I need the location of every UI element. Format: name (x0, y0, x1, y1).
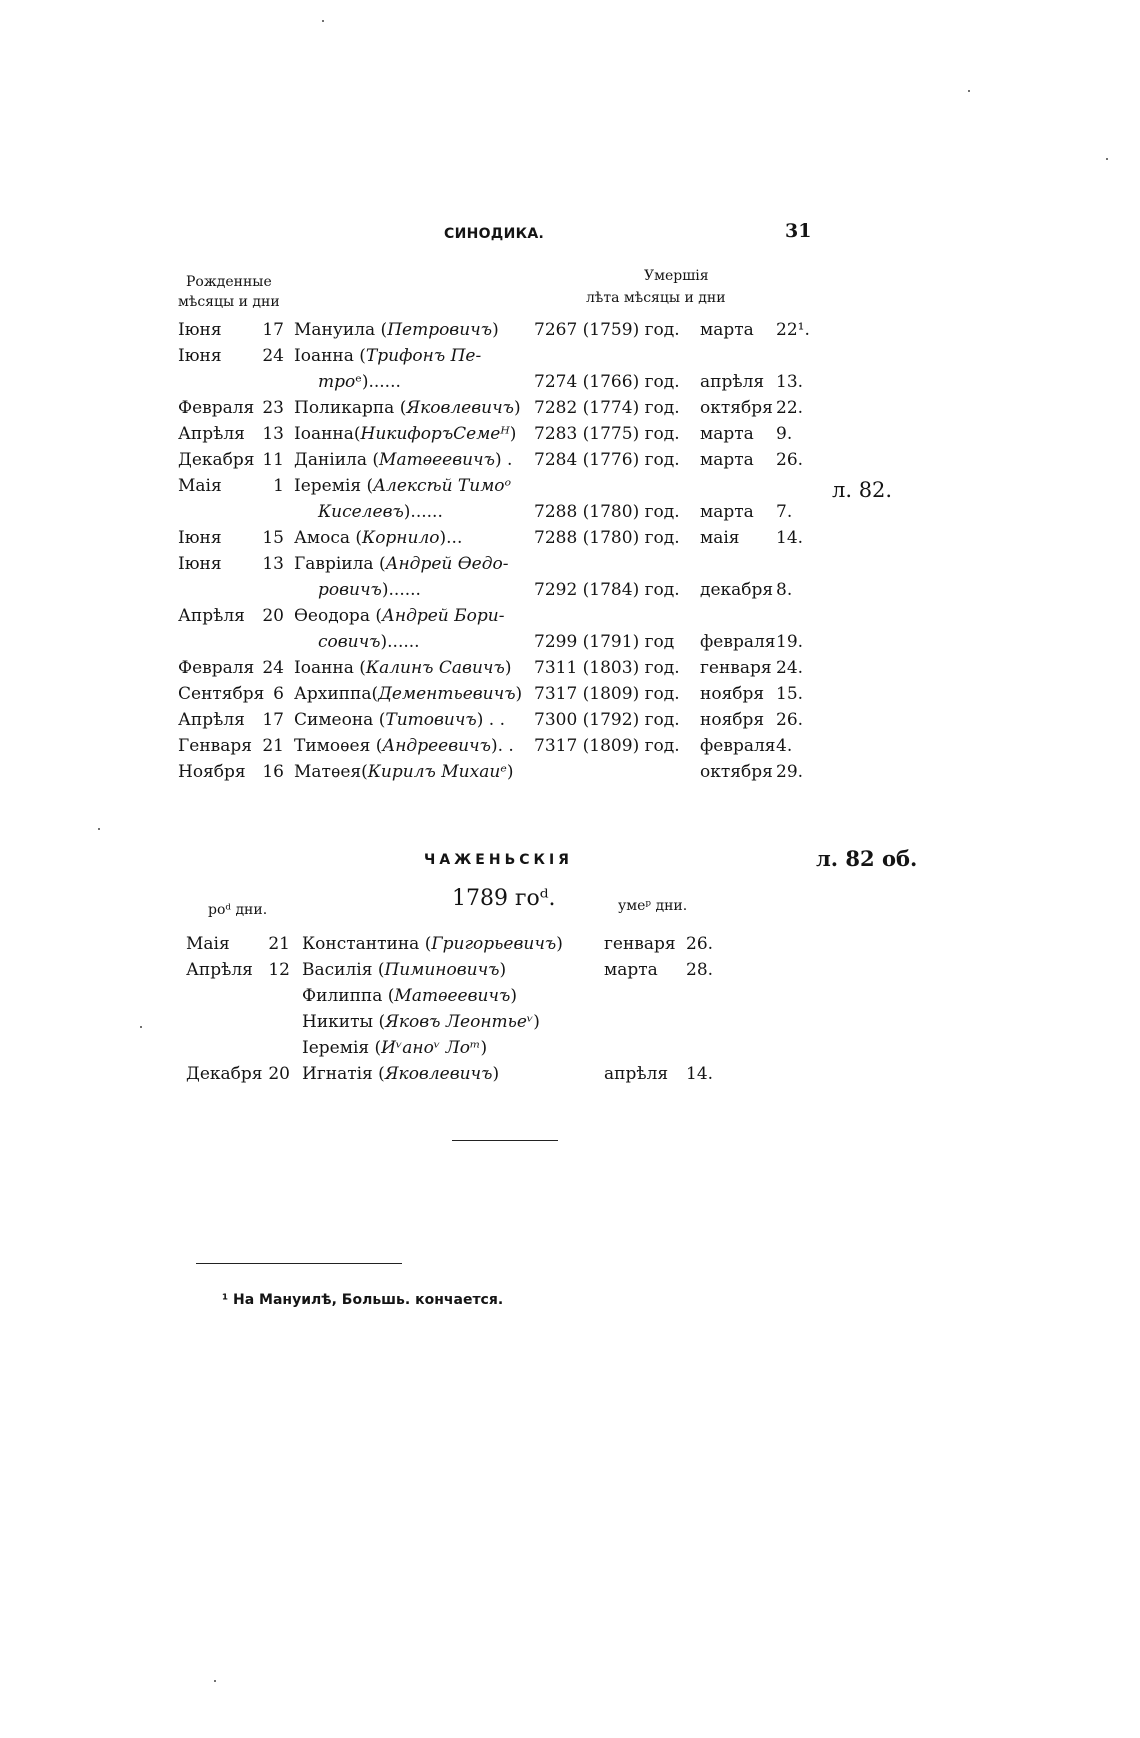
birth-day: 23 (262, 398, 284, 418)
birth-month: Декабря (178, 450, 255, 470)
death-month: февраля (700, 632, 776, 652)
name: Амоса ( (294, 528, 363, 548)
table-row (0, 448, 1140, 472)
death-year: 7284 (1776) год. (534, 450, 680, 470)
birth-day: 20 (262, 606, 284, 626)
death-month: октября (700, 398, 773, 418)
col-born-header: Рожденные (186, 274, 272, 290)
name: Ѳеодора ( (294, 606, 382, 626)
death-day: 28. (686, 960, 714, 980)
death-month: марта (700, 320, 754, 340)
birth-month: Іюня (178, 554, 222, 574)
death-month: ноября (700, 684, 765, 704)
patronymic: Матѳеевичъ (379, 450, 495, 470)
death-year: 7317 (1809) год. (534, 684, 680, 704)
patronymic: Пиминовичъ (384, 960, 500, 980)
name: Филиппа ( (302, 986, 395, 1006)
section-heading: ЧАЖЕНЬСКІЯ (424, 852, 573, 868)
footnote (222, 1292, 503, 1308)
birth-month: Ноября (178, 762, 246, 782)
patronymic: Андрей Ѳедо- (385, 554, 509, 574)
death-month: марта (700, 424, 754, 444)
death-day: 22. (776, 398, 804, 418)
patronymic: Дементьевичъ (378, 684, 516, 704)
death-month: ноября (700, 710, 765, 730)
patronymic: Андрей Бори- (382, 606, 505, 626)
birth-day: 12 (268, 960, 290, 980)
birth-month: Маія (178, 476, 222, 496)
name: Игнатія ( (302, 1064, 385, 1084)
patronymic: Матѳеевичъ (394, 986, 511, 1006)
name-cell (302, 1062, 499, 1086)
death-day: 26. (776, 450, 804, 470)
birth-month: Генваря (178, 736, 252, 756)
death-month: маія (700, 528, 740, 548)
birth-month: Февраля (178, 658, 255, 678)
table-row (0, 422, 1140, 446)
death-day: 26. (776, 710, 804, 730)
list-item (0, 1062, 1140, 1086)
footnote-marker: ¹ (222, 1292, 229, 1308)
name-cell (318, 578, 421, 602)
death-month: апрѣля (700, 372, 765, 392)
page-number: 31 (785, 220, 812, 242)
name-close: ) (510, 986, 517, 1006)
birth-day: 6 (273, 684, 284, 704)
name: Константина ( (302, 934, 432, 954)
patronymic: Яковлевичъ (406, 398, 514, 418)
name-close: ) (515, 684, 523, 704)
table-row (0, 318, 1140, 342)
name-cell (294, 396, 521, 420)
birth-day: 15 (262, 528, 284, 548)
name-close: ) . (494, 450, 513, 470)
table-row (0, 708, 1140, 732)
birth-month: Апрѣля (178, 710, 245, 730)
speck (214, 1680, 216, 1682)
name-cell (302, 1010, 540, 1034)
speck (968, 90, 970, 92)
table-row (0, 474, 1140, 498)
patronymic: Трифонъ Пе- (365, 346, 482, 366)
patronymic: Корнило (362, 528, 440, 548)
name-cell (318, 630, 420, 654)
name-close: ) (480, 1038, 488, 1058)
birth-month: Декабря (186, 1064, 263, 1084)
list-item (0, 984, 1140, 1008)
patronymic: Андреевичъ (382, 736, 491, 756)
patronymic: Титовичъ (385, 710, 477, 730)
death-day: 9. (776, 424, 793, 444)
death-day: 13. (776, 372, 804, 392)
name-cell (318, 370, 401, 394)
name: Іоанна( (294, 424, 361, 444)
death-day: 7. (776, 502, 793, 522)
table-row (0, 604, 1140, 628)
death-day: 22¹. (776, 320, 810, 340)
death-year: 7274 (1766) год. (534, 372, 680, 392)
death-month: генваря (604, 934, 676, 954)
name-close: ) (509, 424, 517, 444)
name-cell (294, 448, 512, 472)
table-row (0, 656, 1140, 680)
name-close: ) (492, 1064, 500, 1084)
name: Гавріила ( (294, 554, 386, 574)
table-row (0, 370, 1140, 394)
section-end-rule (452, 1140, 558, 1141)
table-row (0, 734, 1140, 758)
name-cell (318, 500, 443, 524)
name-close: ) (504, 658, 512, 678)
death-year: 7311 (1803) год. (534, 658, 680, 678)
death-year: 7288 (1780) год. (534, 528, 680, 548)
death-day: 26. (686, 934, 714, 954)
list-item (0, 932, 1140, 956)
birth-day: 17 (262, 320, 284, 340)
death-day: 14. (776, 528, 804, 548)
death-month: февраля (700, 736, 776, 756)
patronymic: Иᵛаноᵛ Лоᵐ (381, 1038, 481, 1058)
name-tail: ᵉ)...... (355, 372, 401, 392)
death-day: 29. (776, 762, 804, 782)
death-month: апрѣля (604, 1064, 669, 1084)
name-cell (302, 932, 563, 956)
patronymic: ровичъ (318, 580, 382, 600)
list-item (0, 1036, 1140, 1060)
table-row (0, 552, 1140, 576)
birth-month: Апрѣля (186, 960, 253, 980)
birth-month: Апрѣля (178, 606, 245, 626)
col-died-header: Умершія (644, 268, 709, 284)
name-cell (294, 760, 514, 784)
name: Матѳея( (294, 762, 368, 782)
name-cell (294, 604, 504, 628)
name-cell (302, 958, 506, 982)
birth-day: 11 (262, 450, 284, 470)
patronymic: Григорьевичъ (431, 934, 557, 954)
margin-note-l82-ob: л. 82 об. (816, 846, 918, 871)
name: Даніила ( (294, 450, 380, 470)
death-year: 7292 (1784) год. (534, 580, 680, 600)
col-died-subheader: лѣта мѣсяцы и дни (586, 290, 726, 306)
death-year: 7317 (1809) год. (534, 736, 680, 756)
patronymic: Яковлевичъ (384, 1064, 493, 1084)
name-cell (294, 682, 522, 706)
list-item (0, 1010, 1140, 1034)
patronymic: Алексѣй Тимоᵒ (373, 476, 512, 496)
table-row (0, 500, 1140, 524)
col-born-subheader: мѣсяцы и дни (178, 294, 280, 310)
birth-month: Апрѣля (178, 424, 245, 444)
table-row (0, 344, 1140, 368)
name-cell (294, 708, 505, 732)
death-day: 19. (776, 632, 804, 652)
birth-month: Іюня (178, 346, 222, 366)
list-item (0, 958, 1140, 982)
name: Симеона ( (294, 710, 386, 730)
name: Тимоѳея ( (294, 736, 383, 756)
name-cell (302, 984, 517, 1008)
name: Іоанна ( (294, 658, 366, 678)
table-row (0, 630, 1140, 654)
name-cell (294, 422, 516, 446)
death-month: марта (604, 960, 658, 980)
section-year: 1789 гоᵈ. (452, 886, 556, 911)
patronymic: Киселевъ (318, 502, 404, 522)
birth-month: Февраля (178, 398, 255, 418)
patronymic: совичъ (318, 632, 381, 652)
patronymic: Петровичъ (387, 320, 493, 340)
birth-day: 20 (268, 1064, 290, 1084)
birth-month: Іюня (178, 528, 222, 548)
name-cell (302, 1036, 487, 1060)
table-row (0, 760, 1140, 784)
speck (322, 20, 324, 22)
speck (140, 1026, 142, 1028)
name: Архиппа( (294, 684, 379, 704)
section-col-died: умеᵖ дни. (618, 898, 688, 914)
name: Василія ( (302, 960, 385, 980)
birth-day: 16 (262, 762, 284, 782)
running-title: СИНОДИКА. (444, 226, 545, 242)
birth-day: 24 (262, 658, 284, 678)
margin-note-l82: л. 82. (832, 478, 893, 502)
death-day: 4. (776, 736, 793, 756)
death-day: 24. (776, 658, 804, 678)
birth-month: Іюня (178, 320, 222, 340)
birth-month: Маія (186, 934, 230, 954)
table-row (0, 526, 1140, 550)
name-close: ) . . (476, 710, 506, 730)
name: Поликарпа ( (294, 398, 407, 418)
name-cell (294, 318, 499, 342)
patronymic: НикифоръСемеᴴ (360, 424, 510, 444)
death-day: 8. (776, 580, 793, 600)
name-close: ) (514, 398, 521, 418)
patronymic: Яковъ Леонтьеᵛ (385, 1012, 534, 1032)
table-row (0, 682, 1140, 706)
death-month: декабря (700, 580, 774, 600)
death-year: 7283 (1775) год. (534, 424, 680, 444)
table-row (0, 396, 1140, 420)
name: Іеремія ( (302, 1038, 382, 1058)
table-row (0, 578, 1140, 602)
name-cell (294, 552, 509, 576)
patronymic: Калинъ Савичъ (365, 658, 505, 678)
death-month: марта (700, 502, 754, 522)
name-cell (294, 344, 481, 368)
name-close: )... (439, 528, 463, 548)
death-month: октября (700, 762, 773, 782)
birth-day: 1 (273, 476, 284, 496)
name-close: ) (492, 320, 499, 340)
name-cell (294, 474, 511, 498)
death-day: 15. (776, 684, 804, 704)
name-close: )...... (381, 580, 421, 600)
birth-day: 24 (262, 346, 284, 366)
birth-day: 13 (262, 554, 284, 574)
name-close: )...... (403, 502, 443, 522)
name: Никиты ( (302, 1012, 386, 1032)
name-close: ) (556, 934, 563, 954)
death-year: 7288 (1780) год. (534, 502, 680, 522)
name-cell (294, 656, 511, 680)
death-year: 7300 (1792) год. (534, 710, 680, 730)
name: Іеремія ( (294, 476, 374, 496)
death-year: 7299 (1791) год (534, 632, 675, 652)
speck (1106, 158, 1108, 160)
death-year: 7267 (1759) год. (534, 320, 680, 340)
birth-day: 17 (262, 710, 284, 730)
name-close: ) (499, 960, 507, 980)
name-close: ). . (490, 736, 514, 756)
name: Мануила ( (294, 320, 388, 340)
name-close: ) (506, 762, 514, 782)
death-year: 7282 (1774) год. (534, 398, 680, 418)
speck (98, 828, 100, 830)
name: Іоанна ( (294, 346, 366, 366)
birth-month: Сентября (178, 684, 265, 704)
patronymic: тро (318, 372, 356, 392)
name-close: ) (533, 1012, 540, 1032)
patronymic: Кирилъ Михаиᵉ (367, 762, 507, 782)
birth-day: 13 (262, 424, 284, 444)
death-month: генваря (700, 658, 772, 678)
footnote-rule (196, 1263, 402, 1264)
name-cell (294, 734, 514, 758)
birth-day: 21 (268, 934, 290, 954)
death-day: 14. (686, 1064, 714, 1084)
death-month: марта (700, 450, 754, 470)
footnote-text: На Мануилѣ, Большь. кончается. (233, 1292, 504, 1308)
name-close: )...... (380, 632, 420, 652)
name-cell (294, 526, 462, 550)
section-col-born: роᵈ дни. (208, 902, 268, 918)
birth-day: 21 (262, 736, 284, 756)
